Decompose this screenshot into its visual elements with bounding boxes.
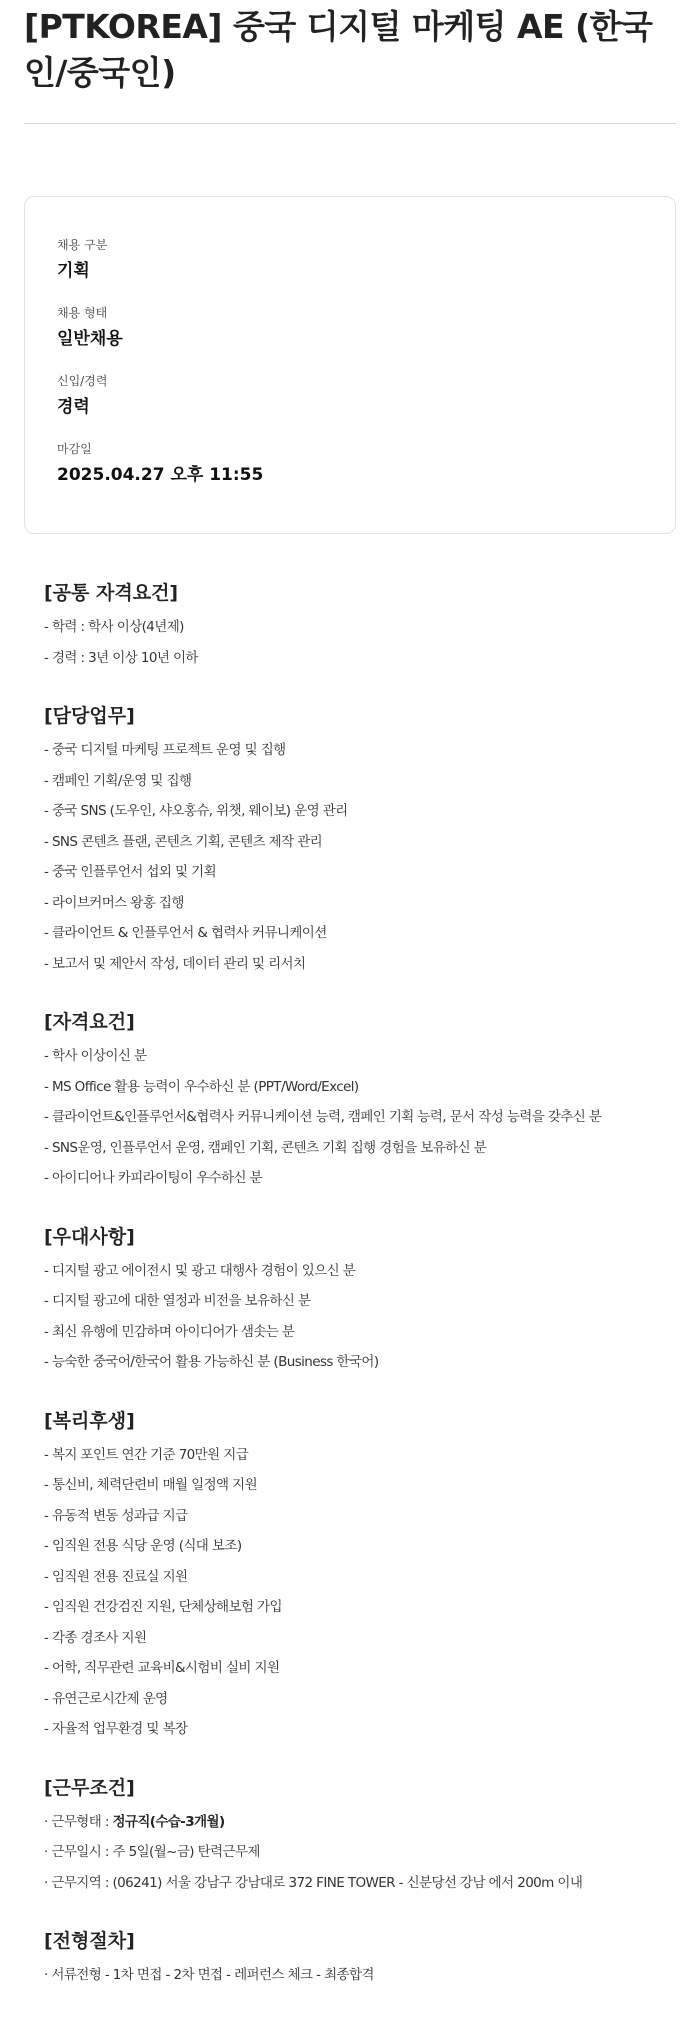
section-hiring-process <box>44 1928 656 1991</box>
section-heading: [전형절차] <box>44 1930 135 1952</box>
list-item: - 임직원 전용 진료실 지원 <box>44 1568 188 1585</box>
section-heading: [근무조건] <box>44 1776 135 1799</box>
work-form-value: 정규직(수습-3개월) <box>112 1813 225 1830</box>
career-value: 경력 <box>57 397 90 417</box>
employment-type-label: 채용 형태 <box>57 306 108 320</box>
list-item: - 어학, 직무관련 교육비&시험비 실비 지원 <box>44 1660 280 1676</box>
list-item: - 아이디어나 카피라이팅이 우수하신 분 <box>44 1170 263 1186</box>
list-item: - 학력 : 학사 이상(4년제) <box>44 619 184 635</box>
section-heading: [우대사항] <box>44 1225 135 1248</box>
list-item: - 클라이언트 & 인플루언서 & 협력사 커뮤니케이션 <box>44 925 327 941</box>
summary-career <box>57 373 643 419</box>
list-item: - 클라이언트&인플루언서&협력사 커뮤니케이션 능력, 캠페인 기획 능력, 문서 작성 능력을 갖추신 분 <box>44 1109 602 1125</box>
work-schedule-line: · 근무일시 : 주 5일(월~금) 탄력근무제 <box>44 1844 260 1860</box>
section-work-conditions <box>44 1775 656 1899</box>
list-item: - MS Office 활용 능력이 우수하신 분 (PPT/Word/Excel) <box>44 1078 359 1095</box>
work-form-label: · 근무형태 : <box>44 1813 113 1830</box>
list-item: - SNS운영, 인플루언서 운영, 캠페인 기획, 콘텐츠 기획 집행 경험을 보유하신 분 <box>44 1139 487 1156</box>
list-item: - 경력 : 3년 이상 10년 이하 <box>44 649 198 666</box>
work-form-line <box>44 1807 656 1838</box>
list-item: - 복지 포인트 연간 기준 70만원 지급 <box>44 1446 249 1463</box>
job-summary-card <box>24 196 676 534</box>
title-divider <box>24 123 676 124</box>
list-item: - 자율적 업무환경 및 복장 <box>44 1721 188 1737</box>
list-item: - 임직원 건강검진 지원, 단체상해보험 가입 <box>44 1599 282 1615</box>
list-item: - 디지털 광고 에이전시 및 광고 대행사 경험이 있으신 분 <box>44 1262 356 1279</box>
section-benefits <box>44 1408 656 1745</box>
list-item: - 보고서 및 제안서 작성, 데이터 관리 및 리서치 <box>44 955 306 972</box>
list-item: - 캠페인 기획/운영 및 집행 <box>44 772 192 789</box>
section-qualifications <box>44 1009 656 1194</box>
list-item: - 임직원 전용 식당 운영 (식대 보조) <box>44 1538 242 1554</box>
employment-type-value: 일반채용 <box>57 329 123 349</box>
list-item: - 학사 이상이신 분 <box>44 1048 147 1064</box>
list-item: - 중국 디지털 마케팅 프로젝트 운영 및 집행 <box>44 742 286 758</box>
section-heading: [담당업무] <box>44 705 135 727</box>
list-item: - 디지털 광고에 대한 열정과 비전을 보유하신 분 <box>44 1293 311 1309</box>
deadline-label: 마감일 <box>57 442 92 456</box>
category-value: 기획 <box>57 261 90 281</box>
section-common-requirements <box>44 580 656 673</box>
section-heading: [공통 자격요건] <box>44 582 179 604</box>
section-heading: [복리후생] <box>44 1409 135 1432</box>
list-item: - 유연근로시간제 운영 <box>44 1690 168 1707</box>
list-item: - 중국 인플루언서 섭외 및 기획 <box>44 864 217 880</box>
work-location-line: · 근무지역 : (06241) 서울 강남구 강남대로 372 FINE TOWER - 신분당선 강남 에서 200m 이내 <box>44 1874 583 1891</box>
section-heading: [자격요건] <box>44 1011 135 1033</box>
category-label: 채용 구분 <box>57 238 108 252</box>
list-item: - SNS 콘텐츠 플랜, 콘텐츠 기획, 콘텐츠 제작 관리 <box>44 833 323 850</box>
list-item: - 능숙한 중국어/한국어 활용 가능하신 분 (Business 한국어) <box>44 1354 379 1370</box>
list-item: - 최신 유행에 민감하며 아이디어가 샘솟는 분 <box>44 1323 295 1340</box>
section-duties <box>44 703 656 979</box>
list-item: - 중국 SNS (도우인, 샤오홍슈, 위챗, 웨이보) 운영 관리 <box>44 803 348 819</box>
summary-category <box>57 237 643 283</box>
list-item: - 유동적 변동 성과급 지급 <box>44 1507 188 1524</box>
job-description <box>24 534 676 1991</box>
list-item: - 각종 경조사 지원 <box>44 1629 147 1646</box>
career-label: 신입/경력 <box>57 374 108 388</box>
summary-employment-type <box>57 305 643 351</box>
deadline-value: 2025.04.27 오후 11:55 <box>57 465 264 485</box>
list-item: - 통신비, 체력단련비 매월 일정액 지원 <box>44 1477 258 1493</box>
page-title: [PTKOREA] 중국 디지털 마케팅 AE (한국인/중국인) <box>24 7 653 92</box>
list-item: - 라이브커머스 왕홍 집행 <box>44 894 184 911</box>
list-item: · 서류전형 - 1차 면접 - 2차 면접 - 레퍼런스 체크 - 최종합격 <box>44 1967 374 1983</box>
section-preferred <box>44 1224 656 1378</box>
summary-deadline <box>57 441 643 487</box>
